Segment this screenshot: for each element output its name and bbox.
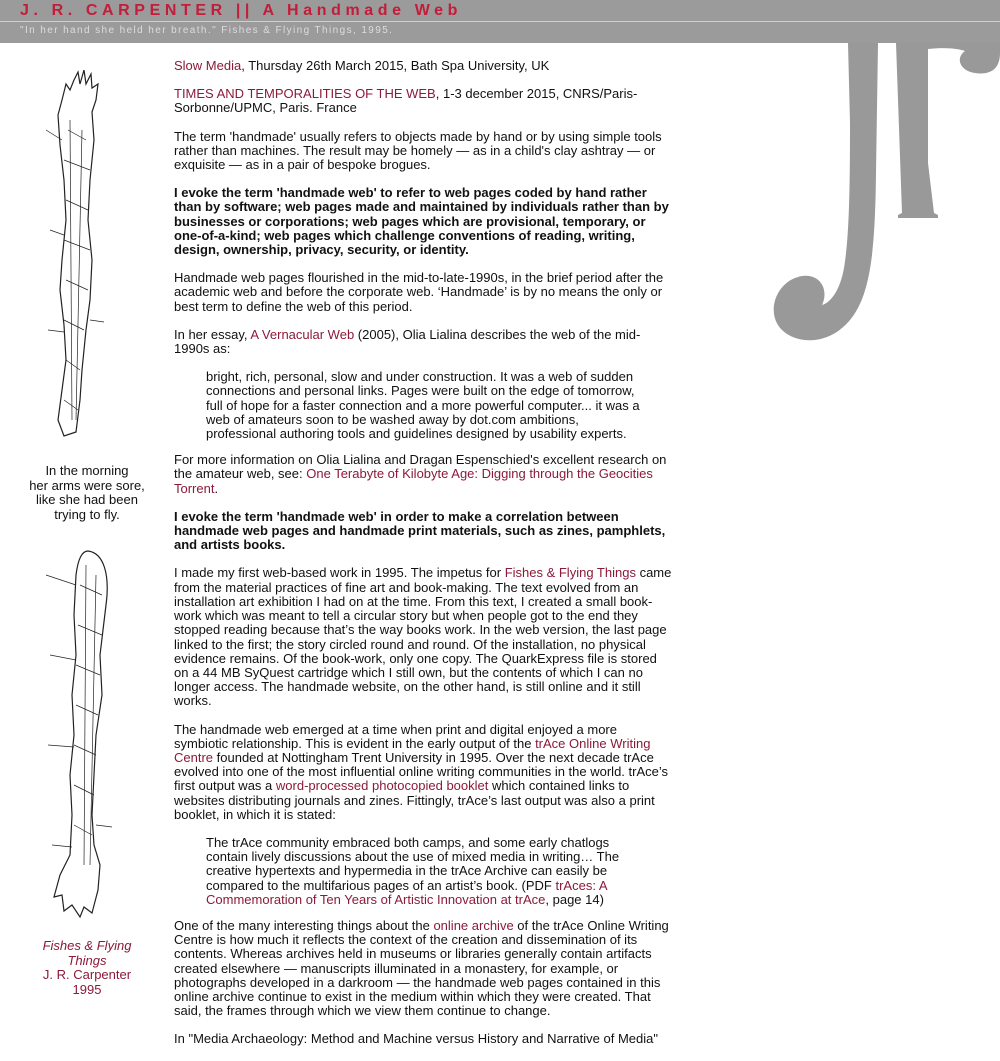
vernacular-web-link[interactable]: A Vernacular Web [250, 326, 355, 342]
paragraph [174, 328, 674, 356]
anatomical-arm-illustration-upper [40, 70, 120, 440]
block-quote [206, 836, 646, 907]
text: which contained links to websites distributing journals and zines. Fittingly, trAce’s last output was also a print booklet, in which it is stated: [174, 778, 655, 822]
site-title[interactable]: J. R. CARPENTER || A Handmade Web [20, 2, 462, 19]
trace-centre-link[interactable]: trAce Online Writing Centre [174, 735, 651, 765]
slow-media-link[interactable]: Slow Media [174, 58, 242, 73]
photocopied-booklet-link[interactable]: word-processed photocopied booklet [275, 778, 489, 794]
event-line [174, 59, 674, 73]
header-divider [0, 21, 1000, 22]
paragraph: In "Media Archaeology: Method and Machine versus History and Narrative of Media" [174, 1031, 658, 1047]
event-line [174, 87, 674, 115]
paragraph [174, 919, 674, 1018]
event-details: , 1-3 december 2015, CNRS/Paris-Sorbonne/UPMC, Paris. France [174, 86, 638, 116]
text: I made my first web-based work in 1995. The impetus for [174, 565, 505, 581]
work-year: 1995 [72, 981, 102, 997]
block-quote: bright, rich, personal, slow and under construction. It was a web of sudden connections and personal links. Pages were built on the edge of tomorrow, full of hope for a faster connection and a more powerful computer... it was a web of amateurs soon to be washed away by dot.com ambitions, professional authoring tools and guidelines designed by usability experts. [206, 369, 640, 442]
traces-commemoration-link[interactable]: trAces: A Commemoration of Ten Years of Artistic Innovation at trAce [206, 877, 607, 907]
paragraph [174, 566, 674, 708]
fishes-flying-things-link[interactable]: Fishes & Flying Things [504, 565, 636, 581]
paragraph [174, 453, 674, 496]
text: , page 14) [545, 891, 604, 907]
site-header [0, 0, 1000, 43]
text: The handmade web emerged at a time when print and digital enjoyed a more symbiotic relationship. This is evident in the early output of the [174, 721, 617, 751]
text: founded at Nottingham Trent University in 1995. Over the next decade trAce evolved into one of the most influential online writing communities in the world. trAce’s first output was a [174, 749, 669, 794]
caption-line: trying to fly. [54, 506, 120, 522]
text: In her essay, [174, 326, 251, 342]
paragraph: Handmade web pages flourished in the mid-to-late-1990s, in the brief period after the academic web and before the corporate web. ‘Handmade’ is by no means the only or best term to define the web of this period. [174, 270, 664, 314]
jr-monogram-logo [770, 43, 1000, 353]
work-author: J. R. Carpenter [42, 967, 132, 982]
site-tagline: "In her hand she held her breath." Fishes & Flying Things, 1995. [20, 25, 394, 36]
work-caption [22, 939, 152, 997]
work-title-link[interactable]: Fishes & Flying Things [42, 938, 132, 968]
paragraph [174, 723, 674, 822]
text: The trAce community embraced both camps, and some early chatlogs contain lively discussions about the use of mixed media in writing… The creative hypertexts and hypermedia in the trAce Archive can easily be compared to the multifarious pages of an artist’s book. (PDF [206, 834, 620, 893]
paragraph: The term 'handmade' usually refers to objects made by hand or by using simple tools rather than machines. The result may be homely — as in a child's clay ashtray — or exquisite — as in a pair of bespoke brogues. [174, 128, 662, 173]
text: One of the many interesting things about the [174, 917, 434, 933]
text: (2005), Olia Lialina describes the web of the mid-1990s as: [174, 326, 641, 357]
text: came from the material practices of fine art and book-making. The text evolved from an installation art exhibition I had on at the time. From this text, I created a small book-work which was meant to tell a circular story but when people got to the end they stopped reading because that’s the way books work. In the web version, the last page linked to the first; the story circled round and round. Of the installation, no physical evidence remains. Of the book-work, only one copy. The QuarkExpress file is stored on a 44 MB SyQuest cartridge which I still own, but the contents of which I can no longer access. The handmade website, on the other hand, is still online and it still works. [174, 565, 672, 709]
caption-line: like she had been [36, 492, 138, 507]
arm-caption [22, 464, 152, 522]
times-temporalities-link[interactable]: TIMES AND TEMPORALITIES OF THE WEB [174, 86, 436, 102]
online-archive-link[interactable]: online archive [433, 917, 514, 933]
anatomical-arm-illustration-lower [40, 545, 125, 920]
article-body [174, 59, 674, 1061]
caption-line: her arms were sore, [29, 477, 145, 493]
text: . [214, 480, 219, 496]
bold-paragraph: I evoke the term 'handmade web' to refer to web pages coded by hand rather than by software; web pages made and maintained by individuals rather than by businesses or corporations; web pages which are provisional, temporary, or one-of-a-kind; web pages which challenge conventions of reading, writing, design, ownership, privacy, security, or identity. [174, 185, 669, 258]
caption-line: In the morning [45, 463, 129, 478]
terabyte-link[interactable]: One Terabyte of Kilobyte Age: Digging through the Geocities Torrent [174, 466, 653, 496]
bold-paragraph: I evoke the term 'handmade web' in order to make a correlation between handmade web pages and handmade print materials, such as zines, pamphlets, and artists books. [174, 508, 666, 553]
text: of the trAce Online Writing Centre is how much it reflects the context of the creation and dissemination of its contents. Whereas archives held in museums or libraries generally contain artifacts created elsewhere — manuscripts illuminated in a monastery, for example, or photographs developed in a darkroom — the handmade web pages contained in this online archive continue to exist in the medium within which they were created. That said, the frames through which we view them continue to change. [174, 917, 669, 1019]
event-details: , Thursday 26th March 2015, Bath Spa University, UK [241, 58, 550, 73]
text: For more information on Olia Lialina and Dragan Espenschied's excellent research on the amateur web, see: [174, 452, 667, 482]
